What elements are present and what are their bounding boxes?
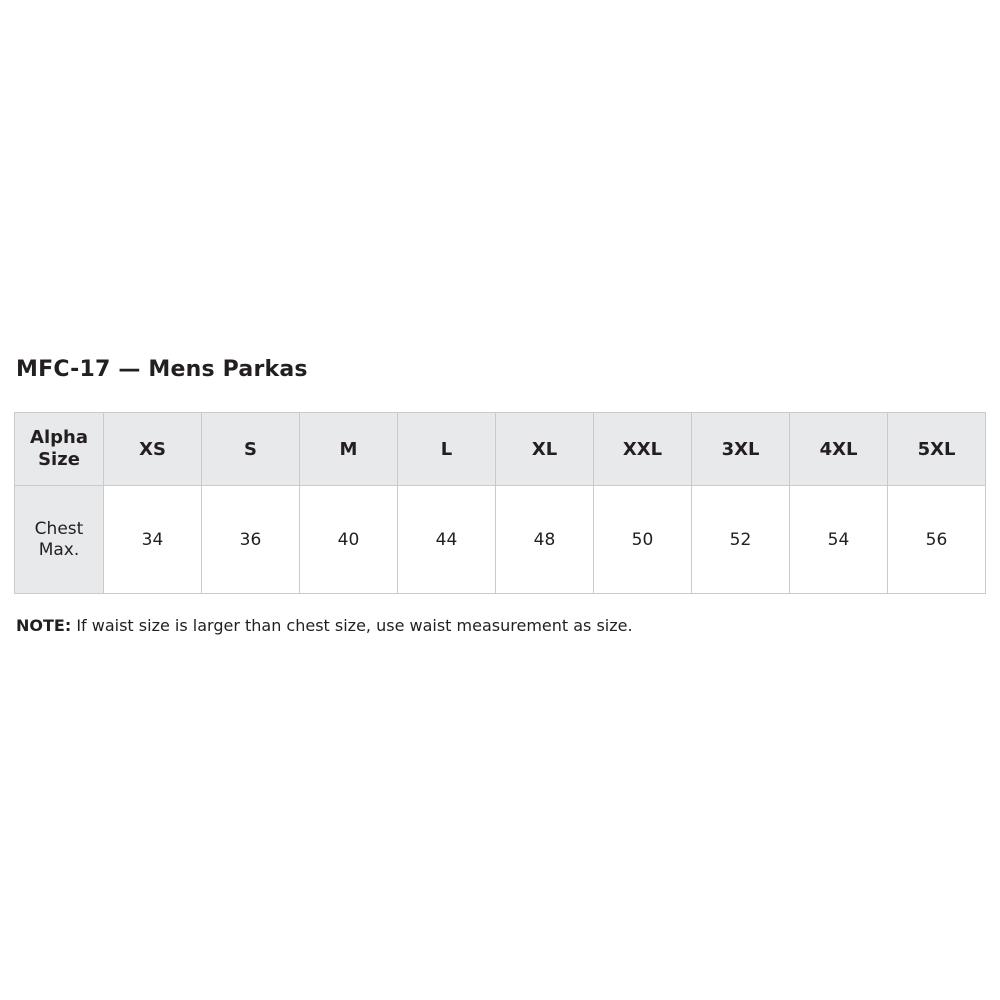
note-text: If waist size is larger than chest size, use waist measurement as size. [71, 616, 633, 635]
table-cell-chest-max: 56 [888, 486, 986, 594]
note-label: NOTE: [16, 616, 72, 635]
note [16, 616, 633, 635]
column-header-cell: XS [104, 413, 202, 486]
size-chart-table-wrapper [14, 412, 986, 594]
row-header-alpha-size-line2: Size [38, 449, 80, 470]
table-cell-chest-max: 34 [104, 486, 202, 594]
table-cell-chest-max: 40 [300, 486, 398, 594]
table-cell-chest-max: 36 [202, 486, 300, 594]
table-cell-chest-max: 50 [594, 486, 692, 594]
column-header-cell: 4XL [790, 413, 888, 486]
table-cell-chest-max: 44 [398, 486, 496, 594]
table-cell-chest-max: 48 [496, 486, 594, 594]
column-header-cell: M [300, 413, 398, 486]
column-header-cell: XL [496, 413, 594, 486]
row-header-chest-max [15, 486, 104, 594]
table-cell-chest-max: 52 [692, 486, 790, 594]
row-header-alpha-size-line1: Alpha [30, 427, 88, 449]
page-title: MFC-17 — Mens Parkas [16, 357, 308, 382]
table-cell-chest-max: 54 [790, 486, 888, 594]
column-header-cell: XXL [594, 413, 692, 486]
row-header-chest-max-line1: Chest [34, 518, 84, 539]
column-header-cell: 3XL [692, 413, 790, 486]
table-row-alpha-size [15, 413, 986, 486]
column-header-cell: L [398, 413, 496, 486]
row-header-chest-max-line2: Max. [38, 539, 80, 560]
column-header-cell: S [202, 413, 300, 486]
table-row-chest-max [15, 486, 986, 594]
row-header-alpha-size [15, 413, 104, 486]
column-header-cell: 5XL [888, 413, 986, 486]
size-chart-table [14, 412, 986, 594]
